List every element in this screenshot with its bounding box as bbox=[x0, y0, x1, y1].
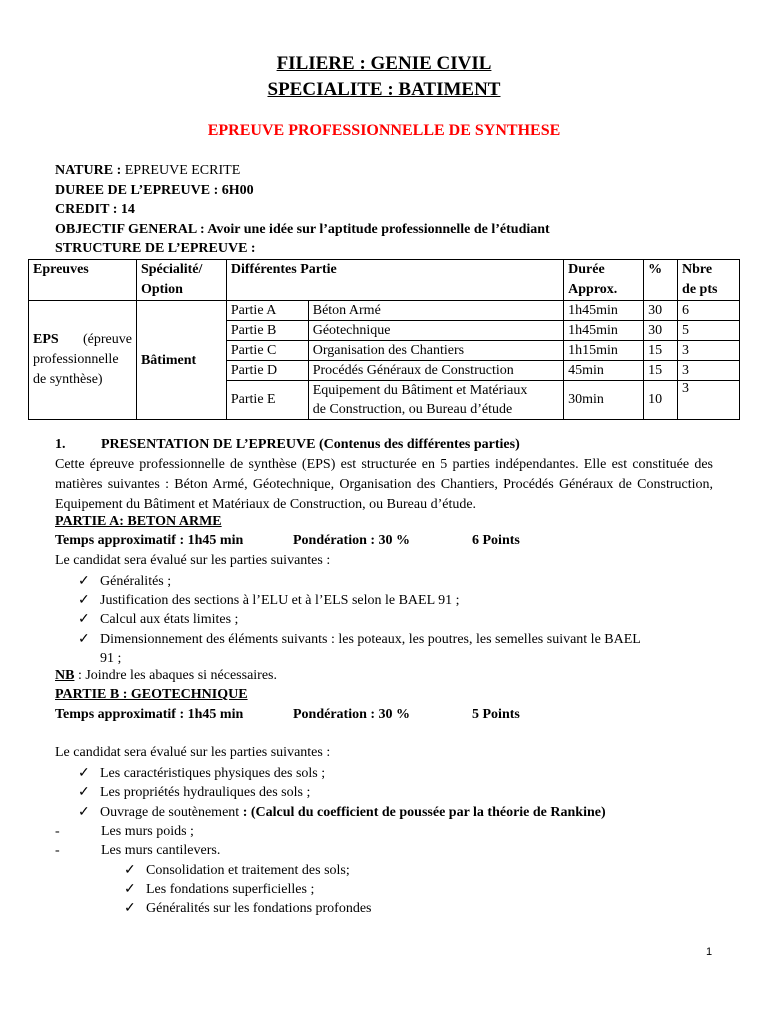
header-points bbox=[678, 260, 740, 301]
percent-cell: 30 bbox=[644, 301, 678, 321]
list-item-text: Consolidation et traitement des sols; bbox=[146, 863, 350, 878]
dash-item-text: Les murs poids ; bbox=[101, 824, 194, 839]
points-cell: 6 bbox=[678, 301, 740, 321]
matiere-line1-text: Equipement du Bâtiment et Matériaux bbox=[312, 383, 528, 398]
matiere-cell: Organisation des Chantiers bbox=[308, 341, 563, 361]
partieA-ponderation: Pondération : 30 % bbox=[293, 533, 411, 548]
list-item bbox=[78, 572, 171, 591]
check-icon: ✓ bbox=[78, 632, 90, 647]
list-item bbox=[78, 610, 238, 629]
matiere-line1 bbox=[313, 381, 559, 400]
objectif-line: OBJECTIF GENERAL : Avoir une idée sur l’aptitude professionnelle de l’étudiant bbox=[55, 222, 550, 237]
check-icon: ✓ bbox=[124, 901, 136, 916]
epreuve-title: EPREUVE PROFESSIONNELLE DE SYNTHESE bbox=[207, 122, 561, 139]
partieA-nb bbox=[55, 668, 277, 684]
partie-cell: Partie D bbox=[226, 361, 308, 381]
list-item-text: Dimensionnement des éléments suivants : les poteaux, les poutres, les semelles suivant le BAEL bbox=[100, 632, 641, 647]
partieB-intro: Le candidat sera évalué sur les parties suivantes : bbox=[55, 745, 331, 760]
table-header-row bbox=[29, 260, 740, 301]
partieA-temps: Temps approximatif : 1h45 min bbox=[55, 533, 244, 548]
dash-icon: - bbox=[55, 843, 60, 858]
list-item bbox=[78, 764, 325, 783]
dash-item-text: Les murs cantilevers. bbox=[101, 843, 221, 858]
option-cell: Bâtiment bbox=[136, 301, 226, 420]
list-item-continuation: 91 ; bbox=[100, 651, 122, 666]
eps-line1: (épreuve bbox=[82, 332, 132, 347]
dash-icon: - bbox=[55, 824, 60, 839]
nb-text: : Joindre les abaques si nécessaires. bbox=[74, 668, 278, 683]
check-icon: ✓ bbox=[78, 574, 90, 589]
header-points-l1: Nbre bbox=[682, 262, 713, 277]
percent-cell: 15 bbox=[644, 341, 678, 361]
matiere-cell: Géotechnique bbox=[308, 321, 563, 341]
nature-label: NATURE : bbox=[55, 163, 122, 178]
duree-cell: 45min bbox=[564, 361, 644, 381]
points-cell: 3 bbox=[678, 381, 740, 420]
partie-cell: Partie A bbox=[226, 301, 308, 321]
points-cell: 3 bbox=[678, 341, 740, 361]
eps-line3: de synthèse) bbox=[33, 372, 103, 387]
dash-item bbox=[55, 841, 220, 860]
list-item-text: Les propriétés hydrauliques des sols ; bbox=[100, 785, 311, 800]
header-duree-l1: Durée bbox=[568, 262, 605, 277]
nature-value: EPREUVE ECRITE bbox=[124, 163, 241, 178]
partieB-temps: Temps approximatif : 1h45 min bbox=[55, 707, 244, 722]
list-item-bold-text: : (Calcul du coefficient de poussée par la théorie de Rankine) bbox=[242, 805, 606, 820]
list-item bbox=[78, 803, 606, 822]
duree-cell: 1h45min bbox=[564, 321, 644, 341]
duree-cell: 1h45min bbox=[564, 301, 644, 321]
eps-cell bbox=[29, 301, 137, 420]
check-icon: ✓ bbox=[78, 593, 90, 608]
check-icon: ✓ bbox=[78, 766, 90, 781]
partieA-points: 6 Points bbox=[472, 533, 520, 548]
partieB-title: PARTIE B : GEOTECHNIQUE bbox=[55, 687, 248, 702]
specialite-title: SPECIALITE : BATIMENT bbox=[267, 79, 501, 100]
header-duree bbox=[564, 260, 644, 301]
header-specialite bbox=[136, 260, 226, 301]
eps-line2: professionnelle bbox=[33, 352, 119, 367]
partieA-title: PARTIE A: BETON ARME bbox=[55, 514, 222, 529]
list-item-text: Généralités sur les fondations profondes bbox=[146, 901, 372, 916]
header-duree-l2: Approx. bbox=[568, 282, 618, 297]
header-points-l2: de pts bbox=[682, 282, 718, 297]
check-icon: ✓ bbox=[124, 863, 136, 878]
percent-cell: 10 bbox=[644, 381, 678, 420]
partieA-intro: Le candidat sera évalué sur les parties suivantes : bbox=[55, 553, 331, 568]
matiere-cell bbox=[308, 381, 563, 420]
percent-cell: 30 bbox=[644, 321, 678, 341]
section1-number: 1. bbox=[55, 437, 66, 452]
header-percent: % bbox=[644, 260, 678, 301]
list-item-text: Les caractéristiques physiques des sols ; bbox=[100, 766, 326, 781]
list-item-text: Justification des sections à l’ELU et à l’ELS selon le BAEL 91 ; bbox=[100, 593, 460, 608]
list-item-text: Généralités ; bbox=[100, 574, 172, 589]
header-specialite-l2: Option bbox=[140, 282, 183, 297]
duree-cell: 1h15min bbox=[564, 341, 644, 361]
list-item bbox=[78, 591, 460, 610]
structure-line: STRUCTURE DE L’EPREUVE : bbox=[55, 241, 256, 256]
header-parties: Différentes Partie bbox=[226, 260, 563, 301]
nb-label: NB bbox=[55, 668, 75, 683]
list-item-text: Calcul aux états limites ; bbox=[100, 612, 239, 627]
section1-heading bbox=[55, 437, 520, 453]
nature-line bbox=[55, 163, 240, 179]
list-item bbox=[78, 783, 310, 802]
partieB-ponderation: Pondération : 30 % bbox=[293, 707, 411, 722]
filiere-title: FILIERE : GENIE CIVIL bbox=[276, 53, 492, 74]
partie-cell: Partie B bbox=[226, 321, 308, 341]
list-item-text: Les fondations superficielles ; bbox=[146, 882, 315, 897]
eps-bold: EPS bbox=[33, 332, 59, 347]
header-epreuves: Epreuves bbox=[29, 260, 137, 301]
duree-cell: 30min bbox=[564, 381, 644, 420]
partieB-points: 5 Points bbox=[472, 707, 520, 722]
duree-line: DUREE DE L’EPREUVE : 6H00 bbox=[55, 183, 254, 198]
header-specialite-l1: Spécialité/ bbox=[140, 262, 203, 277]
matiere-cell: Procédés Généraux de Construction bbox=[308, 361, 563, 381]
partie-cell: Partie C bbox=[226, 341, 308, 361]
partie-cell: Partie E bbox=[226, 381, 308, 420]
check-icon: ✓ bbox=[124, 882, 136, 897]
page-number: 1 bbox=[706, 946, 713, 958]
credit-line: CREDIT : 14 bbox=[55, 202, 135, 217]
points-cell: 3 bbox=[678, 361, 740, 381]
check-icon: ✓ bbox=[78, 805, 90, 820]
matiere-cell: Béton Armé bbox=[308, 301, 563, 321]
list-item-text: Ouvrage de soutènement bbox=[100, 805, 243, 820]
check-icon: ✓ bbox=[78, 612, 90, 627]
matiere-line2: de Construction, ou Bureau d’étude bbox=[312, 402, 513, 417]
sub-list-item bbox=[124, 899, 372, 918]
section1-title: PRESENTATION DE L’EPREUVE (Contenus des différentes parties) bbox=[101, 437, 520, 452]
check-icon: ✓ bbox=[78, 785, 90, 800]
sub-list-item bbox=[124, 861, 350, 880]
dash-item bbox=[55, 822, 194, 841]
list-item bbox=[78, 630, 641, 649]
percent-cell: 15 bbox=[644, 361, 678, 381]
sub-list-item bbox=[124, 880, 314, 899]
table-row bbox=[29, 301, 740, 321]
points-cell: 5 bbox=[678, 321, 740, 341]
structure-table bbox=[28, 259, 740, 420]
section1-paragraph: Cette épreuve professionnelle de synthèse (EPS) est structurée en 5 parties indépendantes. Elle est constituée des matières suivantes : Béton Armé, Géotechnique, Organisation des Chantiers, Procédés Généraux de Construction, Equipement du Bâtiment et Matériaux de Construction, ou Bureau d’étude. bbox=[55, 457, 713, 512]
